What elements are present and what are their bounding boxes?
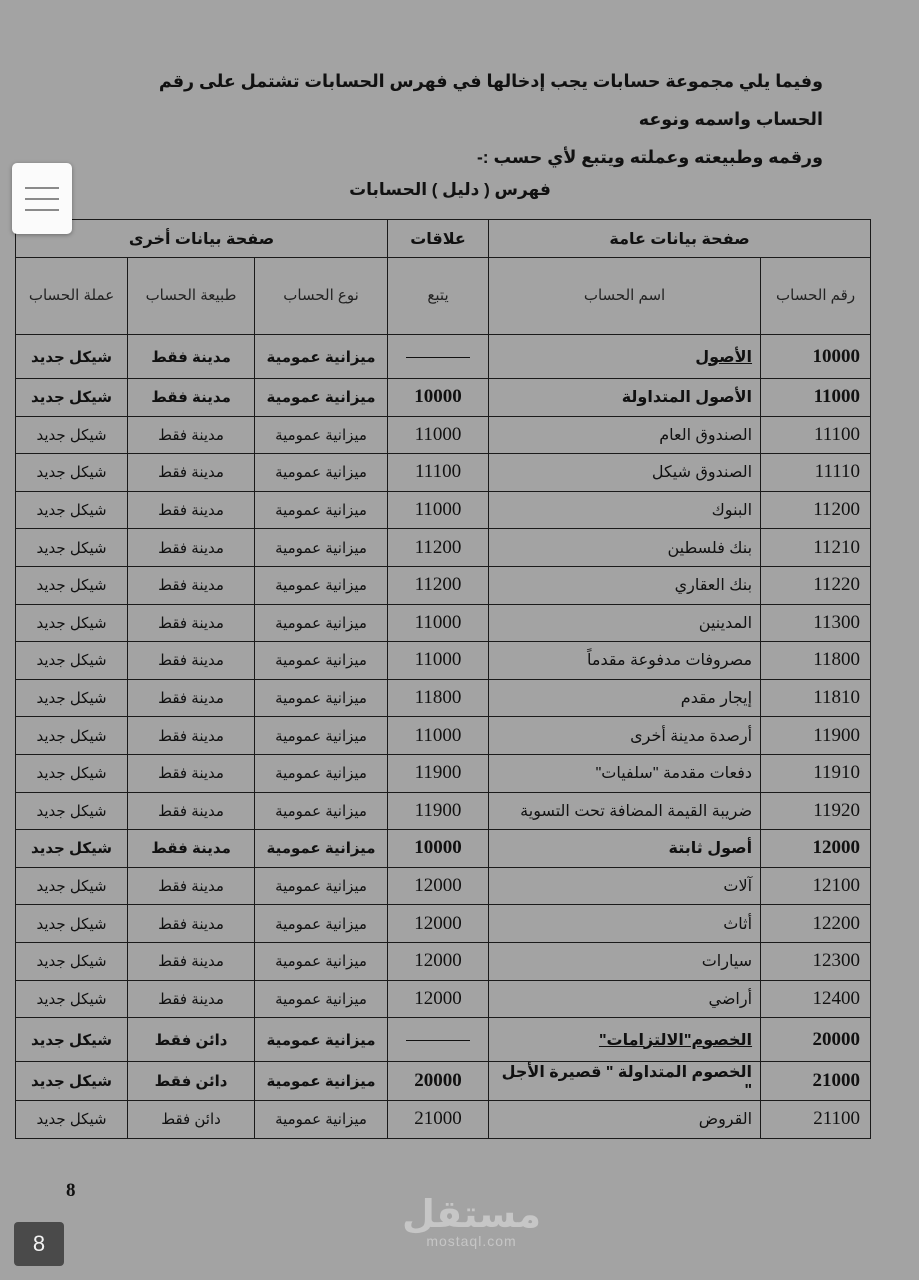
group-general: صفحة بيانات عامة <box>489 220 871 258</box>
cell-account-name-text: أثاث <box>723 915 753 933</box>
cell-account-type-text: ميزانية عمومية <box>275 426 367 444</box>
cell-account-nature-text: مدينة فقط <box>158 802 224 820</box>
cell-account-type <box>255 679 388 717</box>
cell-follows <box>388 379 489 417</box>
cell-account-nature <box>128 529 255 567</box>
cell-account-currency-text: شيكل جديد <box>36 1111 107 1129</box>
cell-follows <box>388 529 489 567</box>
cell-follows <box>388 679 489 717</box>
cell-account-name <box>489 830 761 868</box>
table-row <box>16 980 871 1018</box>
cell-account-type-text: ميزانية عمومية <box>275 652 367 670</box>
cell-account-type-text: ميزانية عمومية <box>275 802 367 820</box>
cell-account-type-text: ميزانية عمومية <box>275 727 367 745</box>
cell-account-name <box>489 942 761 980</box>
cell-account-name <box>489 642 761 680</box>
intro-paragraph <box>103 62 823 176</box>
cell-account-number-text: 12200 <box>812 912 861 934</box>
cell-account-type <box>255 604 388 642</box>
cell-account-currency-text: شيكل جديد <box>31 348 112 366</box>
cell-account-type <box>255 491 388 529</box>
cell-follows <box>388 754 489 792</box>
cell-account-name <box>489 491 761 529</box>
table-row <box>16 942 871 980</box>
cell-account-number-text: 11110 <box>814 461 861 483</box>
cell-account-type <box>255 642 388 680</box>
cell-follows <box>388 1101 489 1139</box>
cell-account-number-text: 11220 <box>813 574 861 596</box>
cell-account-number-text: 11300 <box>813 611 861 633</box>
page-badge[interactable]: 8 <box>14 1222 64 1266</box>
cell-account-name <box>489 416 761 454</box>
cell-account-name-text: الخصوم"الالتزامات" <box>598 1031 753 1049</box>
col-currency: عملة الحساب <box>16 258 128 335</box>
cell-follows-text: 11900 <box>414 799 462 821</box>
cell-account-number-text: 12400 <box>812 987 861 1009</box>
cell-account-nature <box>128 830 255 868</box>
cell-account-name <box>489 867 761 905</box>
cell-follows <box>388 905 489 943</box>
cell-account-currency <box>16 1062 128 1101</box>
cell-follows-text: 11000 <box>414 611 462 633</box>
cell-account-nature-text: مدينة فقط <box>151 348 231 366</box>
cell-account-nature-text: مدينة فقط <box>158 577 224 595</box>
cell-follows <box>388 792 489 830</box>
cell-account-nature <box>128 379 255 417</box>
cell-follows-text: 12000 <box>414 912 462 934</box>
cell-account-number-text: 11100 <box>813 423 861 445</box>
cell-account-currency-text: شيكل جديد <box>36 464 107 482</box>
cell-account-currency <box>16 454 128 492</box>
cell-account-type <box>255 867 388 905</box>
table-row <box>16 529 871 567</box>
cell-account-currency <box>16 942 128 980</box>
cell-follows-text: 12000 <box>414 875 462 897</box>
cell-account-number <box>761 980 871 1018</box>
cell-account-number <box>761 604 871 642</box>
cell-account-number <box>761 1101 871 1139</box>
table-row <box>16 454 871 492</box>
cell-account-currency <box>16 604 128 642</box>
cell-account-name <box>489 717 761 755</box>
table-row <box>16 867 871 905</box>
cell-account-number <box>761 830 871 868</box>
cell-follows-text: 11900 <box>414 762 462 784</box>
cell-follows <box>388 491 489 529</box>
cell-follows-text: 11800 <box>414 687 462 709</box>
cell-follows <box>388 717 489 755</box>
menu-button[interactable] <box>12 163 72 234</box>
cell-account-name-text: البنوك <box>711 502 753 520</box>
cell-account-number <box>761 491 871 529</box>
cell-account-currency <box>16 379 128 417</box>
cell-account-name <box>489 1101 761 1139</box>
cell-account-name-text: ضريبة القيمة المضافة تحت التسوية <box>520 802 753 820</box>
cell-account-number <box>761 942 871 980</box>
cell-follows <box>388 642 489 680</box>
cell-account-name <box>489 1018 761 1062</box>
cell-account-currency-text: شيكل جديد <box>31 840 112 858</box>
cell-account-number <box>761 642 871 680</box>
cell-follows <box>388 1062 489 1101</box>
cell-account-number-text: 21100 <box>813 1108 861 1130</box>
cell-account-currency <box>16 1018 128 1062</box>
cell-account-name-text: سيارات <box>701 953 753 971</box>
group-other: صفحة بيانات أخرى <box>16 220 388 258</box>
table-row <box>16 416 871 454</box>
cell-account-nature <box>128 792 255 830</box>
cell-account-name <box>489 792 761 830</box>
cell-account-type <box>255 1062 388 1101</box>
cell-account-nature <box>128 604 255 642</box>
table-row <box>16 1101 871 1139</box>
cell-account-currency-text: شيكل جديد <box>36 652 107 670</box>
table-row <box>16 792 871 830</box>
cell-account-nature-text: مدينة فقط <box>158 878 224 896</box>
cell-account-currency <box>16 491 128 529</box>
cell-account-currency <box>16 416 128 454</box>
cell-account-nature <box>128 454 255 492</box>
cell-account-currency-text: شيكل جديد <box>31 1073 112 1091</box>
cell-account-currency <box>16 905 128 943</box>
cell-account-currency-text: شيكل جديد <box>36 802 107 820</box>
cell-account-nature <box>128 942 255 980</box>
cell-account-nature <box>128 416 255 454</box>
cell-account-number <box>761 867 871 905</box>
cell-account-nature <box>128 679 255 717</box>
hamburger-icon-bar <box>25 187 59 189</box>
cell-follows-text: 11000 <box>414 499 462 521</box>
cell-account-name-text: الصندوق شيكل <box>651 464 753 482</box>
group-relations: علاقات <box>388 220 489 258</box>
cell-account-currency-text: شيكل جديد <box>36 727 107 745</box>
cell-account-type <box>255 942 388 980</box>
cell-account-name <box>489 335 761 379</box>
cell-account-currency-text: شيكل جديد <box>36 990 107 1008</box>
cell-account-type-text: ميزانية عمومية <box>266 1073 376 1091</box>
cell-account-name <box>489 679 761 717</box>
cell-account-nature-text: مدينة فقط <box>158 765 224 783</box>
cell-account-currency <box>16 867 128 905</box>
cell-follows-text: 11200 <box>414 574 462 596</box>
cell-account-type-text: ميزانية عمومية <box>266 1031 376 1049</box>
cell-account-type <box>255 1101 388 1139</box>
cell-account-number <box>761 416 871 454</box>
cell-account-number-text: 21000 <box>812 1070 861 1092</box>
cell-account-currency-text: شيكل جديد <box>31 1031 112 1049</box>
cell-account-number <box>761 566 871 604</box>
cell-account-name-text: أصول ثابتة <box>668 840 753 858</box>
cell-account-number <box>761 905 871 943</box>
cell-account-name <box>489 905 761 943</box>
cell-account-nature <box>128 335 255 379</box>
cell-follows <box>388 416 489 454</box>
cell-account-currency <box>16 830 128 868</box>
cell-account-number <box>761 379 871 417</box>
cell-account-type <box>255 379 388 417</box>
cell-account-number-text: 11000 <box>813 386 861 408</box>
cell-follows <box>388 454 489 492</box>
table-row <box>16 830 871 868</box>
cell-account-name-text: القروض <box>698 1111 753 1129</box>
cell-account-name <box>489 566 761 604</box>
cell-account-name-text: آلات <box>723 878 753 896</box>
cell-account-name-text: مصروفات مدفوعة مقدماً <box>587 652 753 670</box>
cell-account-name <box>489 529 761 567</box>
cell-follows <box>388 942 489 980</box>
cell-account-type <box>255 1018 388 1062</box>
cell-account-name <box>489 1062 761 1101</box>
hamburger-icon-bar <box>25 209 59 211</box>
col-nature: طبيعة الحساب <box>128 258 255 335</box>
cell-follows <box>388 980 489 1018</box>
cell-account-currency-text: شيكل جديد <box>36 915 107 933</box>
cell-account-number-text: 12000 <box>812 837 861 859</box>
cell-account-name-text: الخصوم المتداولة " قصيرة الأجل " <box>501 1064 753 1100</box>
cell-account-type-text: ميزانية عمومية <box>275 539 367 557</box>
table-row <box>16 905 871 943</box>
cell-account-number <box>761 1062 871 1101</box>
cell-follows-text: 12000 <box>414 950 462 972</box>
cell-account-currency <box>16 717 128 755</box>
cell-follows-text: 10000 <box>414 837 462 859</box>
cell-account-type-text: ميزانية عمومية <box>275 953 367 971</box>
cell-account-currency <box>16 980 128 1018</box>
cell-account-nature <box>128 566 255 604</box>
cell-account-type <box>255 454 388 492</box>
cell-account-type <box>255 754 388 792</box>
cell-follows-text: 11000 <box>414 649 462 671</box>
cell-account-number <box>761 454 871 492</box>
cell-account-nature <box>128 642 255 680</box>
cell-account-nature <box>128 717 255 755</box>
cell-account-currency <box>16 679 128 717</box>
cell-account-type-text: ميزانية عمومية <box>275 878 367 896</box>
cell-account-name-text: بنك فلسطين <box>667 539 753 557</box>
table-row <box>16 604 871 642</box>
cell-account-nature <box>128 905 255 943</box>
cell-account-name <box>489 754 761 792</box>
cell-account-type-text: ميزانية عمومية <box>275 1111 367 1129</box>
cell-account-number-text: 12100 <box>812 875 861 897</box>
cell-account-nature-text: مدينة فقط <box>158 539 224 557</box>
col-number: رقم الحساب <box>761 258 871 335</box>
cell-account-nature <box>128 1101 255 1139</box>
cell-account-nature <box>128 867 255 905</box>
cell-account-type-text: ميزانية عمومية <box>275 690 367 708</box>
table-row <box>16 1062 871 1101</box>
cell-account-name-text: إيجار مقدم <box>680 690 753 708</box>
cell-follows <box>388 830 489 868</box>
cell-account-name <box>489 454 761 492</box>
cell-account-nature-text: مدينة فقط <box>158 990 224 1008</box>
cell-account-number-text: 12300 <box>812 950 861 972</box>
cell-account-number-text: 10000 <box>812 345 861 367</box>
cell-account-number-text: 11200 <box>813 499 861 521</box>
cell-account-type <box>255 980 388 1018</box>
cell-follows <box>388 1018 489 1062</box>
cell-follows-text: 11100 <box>414 461 462 483</box>
cell-account-type-text: ميزانية عمومية <box>275 502 367 520</box>
cell-account-type-text: ميزانية عمومية <box>275 464 367 482</box>
cell-follows-text: 10000 <box>414 386 462 408</box>
cell-account-name-text: الأصول <box>695 348 753 366</box>
cell-account-nature-text: مدينة فقط <box>158 915 224 933</box>
cell-account-type-text: ميزانية عمومية <box>266 348 376 366</box>
cell-account-number <box>761 529 871 567</box>
table-row <box>16 642 871 680</box>
cell-follows <box>388 867 489 905</box>
cell-account-nature <box>128 1018 255 1062</box>
col-type: نوع الحساب <box>255 258 388 335</box>
cell-account-name-text: أراضي <box>708 990 753 1008</box>
cell-follows <box>388 604 489 642</box>
cell-account-name-text: بنك العقاري <box>674 577 753 595</box>
cell-account-currency <box>16 754 128 792</box>
table-row <box>16 717 871 755</box>
cell-account-name <box>489 980 761 1018</box>
table-title: فهرس ( دليل ) الحسابات <box>349 180 551 199</box>
cell-account-number-text: 11210 <box>813 536 861 558</box>
cell-account-currency-text: شيكل جديد <box>36 878 107 896</box>
cell-follows-text: 20000 <box>414 1070 462 1092</box>
cell-account-type <box>255 566 388 604</box>
cell-account-currency-text: شيكل جديد <box>36 765 107 783</box>
cell-account-nature <box>128 754 255 792</box>
col-name: اسم الحساب <box>489 258 761 335</box>
cell-account-number-text: 11810 <box>813 687 861 709</box>
cell-account-currency <box>16 642 128 680</box>
cell-account-type-text: ميزانية عمومية <box>266 389 376 407</box>
cell-account-nature <box>128 980 255 1018</box>
cell-account-currency <box>16 566 128 604</box>
cell-account-nature-text: مدينة فقط <box>158 953 224 971</box>
table-row <box>16 1018 871 1062</box>
col-follows: يتبع <box>388 258 489 335</box>
cell-account-number-text: 11800 <box>813 649 861 671</box>
cell-follows-text: 12000 <box>414 987 462 1009</box>
cell-account-name-text: أرصدة مدينة أخرى <box>630 727 753 745</box>
cell-account-nature <box>128 491 255 529</box>
cell-account-type <box>255 335 388 379</box>
cell-account-type <box>255 792 388 830</box>
cell-account-number <box>761 335 871 379</box>
cell-account-currency <box>16 1101 128 1139</box>
cell-account-name-text: المدينين <box>698 614 753 632</box>
cell-account-name <box>489 379 761 417</box>
cell-account-nature-text: مدينة فقط <box>158 690 224 708</box>
cell-account-number-text: 11920 <box>813 799 861 821</box>
table-row <box>16 379 871 417</box>
cell-account-type-text: ميزانية عمومية <box>275 915 367 933</box>
cell-account-currency-text: شيكل جديد <box>36 614 107 632</box>
cell-account-currency <box>16 529 128 567</box>
cell-account-type <box>255 905 388 943</box>
cell-account-number-text: 11910 <box>813 762 861 784</box>
cell-account-number <box>761 1018 871 1062</box>
cell-follows-text: 11000 <box>414 724 462 746</box>
empty-line <box>406 1039 470 1041</box>
cell-account-currency-text: شيكل جديد <box>36 577 107 595</box>
cell-account-type <box>255 416 388 454</box>
cell-account-currency-text: شيكل جديد <box>36 502 107 520</box>
cell-follows-text: 11200 <box>414 536 462 558</box>
page-number: 8 <box>66 1180 76 1201</box>
cell-account-nature-text: مدينة فقط <box>158 502 224 520</box>
cell-account-nature-text: مدينة فقط <box>158 464 224 482</box>
cell-account-currency-text: شيكل جديد <box>36 426 107 444</box>
cell-account-currency-text: شيكل جديد <box>31 389 112 407</box>
intro-line-1: وفيما يلي مجموعة حسابات يجب إدخالها في فهرس الحسابات تشتمل على رقم الحساب واسمه ونوعه <box>158 71 823 129</box>
cell-account-currency-text: شيكل جديد <box>36 690 107 708</box>
watermark-url: mostaql.com <box>426 1233 517 1249</box>
cell-account-name-text: الصندوق العام <box>659 426 753 444</box>
accounts-table <box>15 219 871 1139</box>
cell-account-nature-text: دائن فقط <box>154 1073 228 1091</box>
watermark-text: مستقل <box>402 1194 541 1236</box>
cell-account-type-text: ميزانية عمومية <box>275 577 367 595</box>
cell-account-nature-text: مدينة فقط <box>158 614 224 632</box>
cell-follows <box>388 335 489 379</box>
cell-account-nature-text: مدينة فقط <box>158 426 224 444</box>
cell-account-nature-text: دائن فقط <box>154 1031 228 1049</box>
cell-account-type-text: ميزانية عمومية <box>275 765 367 783</box>
cell-account-nature-text: مدينة فقط <box>151 840 231 858</box>
cell-account-number <box>761 717 871 755</box>
cell-account-number-text: 20000 <box>812 1028 861 1050</box>
cell-account-number-text: 11900 <box>813 724 861 746</box>
cell-account-name-text: دفعات مقدمة "سلفيات" <box>595 765 753 783</box>
cell-account-number <box>761 792 871 830</box>
cell-account-nature-text: مدينة فقط <box>158 727 224 745</box>
cell-account-currency <box>16 335 128 379</box>
table-row <box>16 335 871 379</box>
cell-account-number <box>761 679 871 717</box>
table-row <box>16 491 871 529</box>
cell-account-type <box>255 830 388 868</box>
cell-account-currency-text: شيكل جديد <box>36 539 107 557</box>
cell-account-type-text: ميزانية عمومية <box>275 990 367 1008</box>
cell-account-nature-text: مدينة فقط <box>158 652 224 670</box>
cell-account-type <box>255 529 388 567</box>
cell-account-type <box>255 717 388 755</box>
cell-account-nature-text: دائن فقط <box>161 1111 221 1129</box>
cell-account-name-text: الأصول المتداولة <box>621 389 753 407</box>
table-row <box>16 679 871 717</box>
cell-account-number <box>761 754 871 792</box>
cell-follows <box>388 566 489 604</box>
cell-account-nature <box>128 1062 255 1101</box>
table-row <box>16 566 871 604</box>
cell-follows-text: 11000 <box>414 423 462 445</box>
cell-account-nature-text: مدينة فقط <box>151 389 231 407</box>
empty-line <box>406 356 470 358</box>
cell-account-type-text: ميزانية عمومية <box>266 840 376 858</box>
cell-follows-text: 21000 <box>414 1108 462 1130</box>
intro-line-2: ورقمه وطبيعته وعملته ويتبع لأي حسب :- <box>476 147 823 167</box>
cell-account-currency <box>16 792 128 830</box>
cell-account-type-text: ميزانية عمومية <box>275 614 367 632</box>
cell-account-currency-text: شيكل جديد <box>36 953 107 971</box>
hamburger-icon-bar <box>25 198 59 200</box>
cell-account-name <box>489 604 761 642</box>
table-row <box>16 754 871 792</box>
watermark-logo <box>402 1196 541 1248</box>
